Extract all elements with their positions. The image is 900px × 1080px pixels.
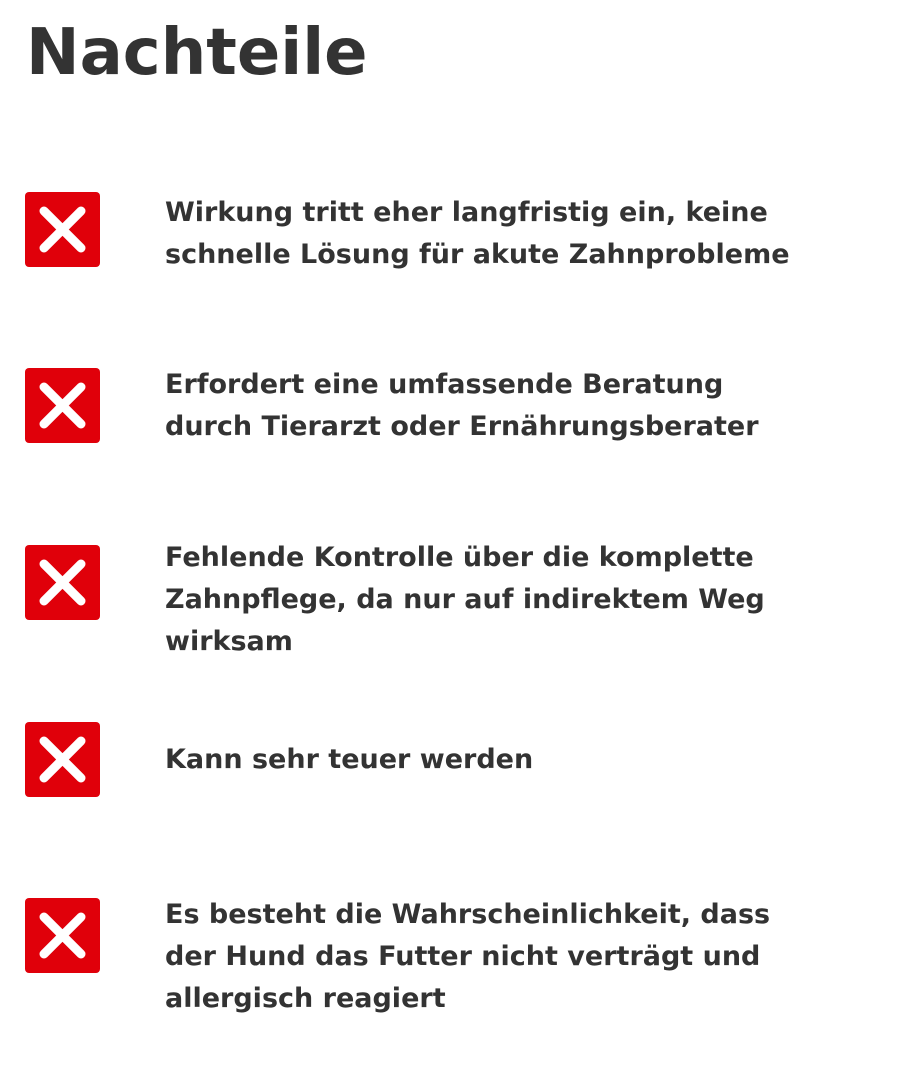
close-icon (25, 368, 100, 443)
page-title: Nachteile (26, 16, 368, 90)
list-item-text: Fehlende Kontrolle über die komplette Zahnpflege, da nur auf indirektem Weg wirksam (165, 542, 765, 657)
list-item-text: Wirkung tritt eher langfristig ein, keine schnelle Lösung für akute Zahnprobleme (165, 197, 790, 270)
close-icon (25, 722, 100, 797)
list-item-text: Kann sehr teuer werden (165, 744, 534, 775)
list-item-text: Erfordert eine umfassende Beratung durch Tierarzt oder Ernährungsberater (165, 369, 759, 442)
close-icon (25, 192, 100, 267)
close-icon (25, 898, 100, 973)
close-icon (25, 545, 100, 620)
list-item-text: Es besteht die Wahrscheinlichkeit, dass der Hund das Futter nicht verträgt und allergisch reagiert (165, 899, 771, 1014)
